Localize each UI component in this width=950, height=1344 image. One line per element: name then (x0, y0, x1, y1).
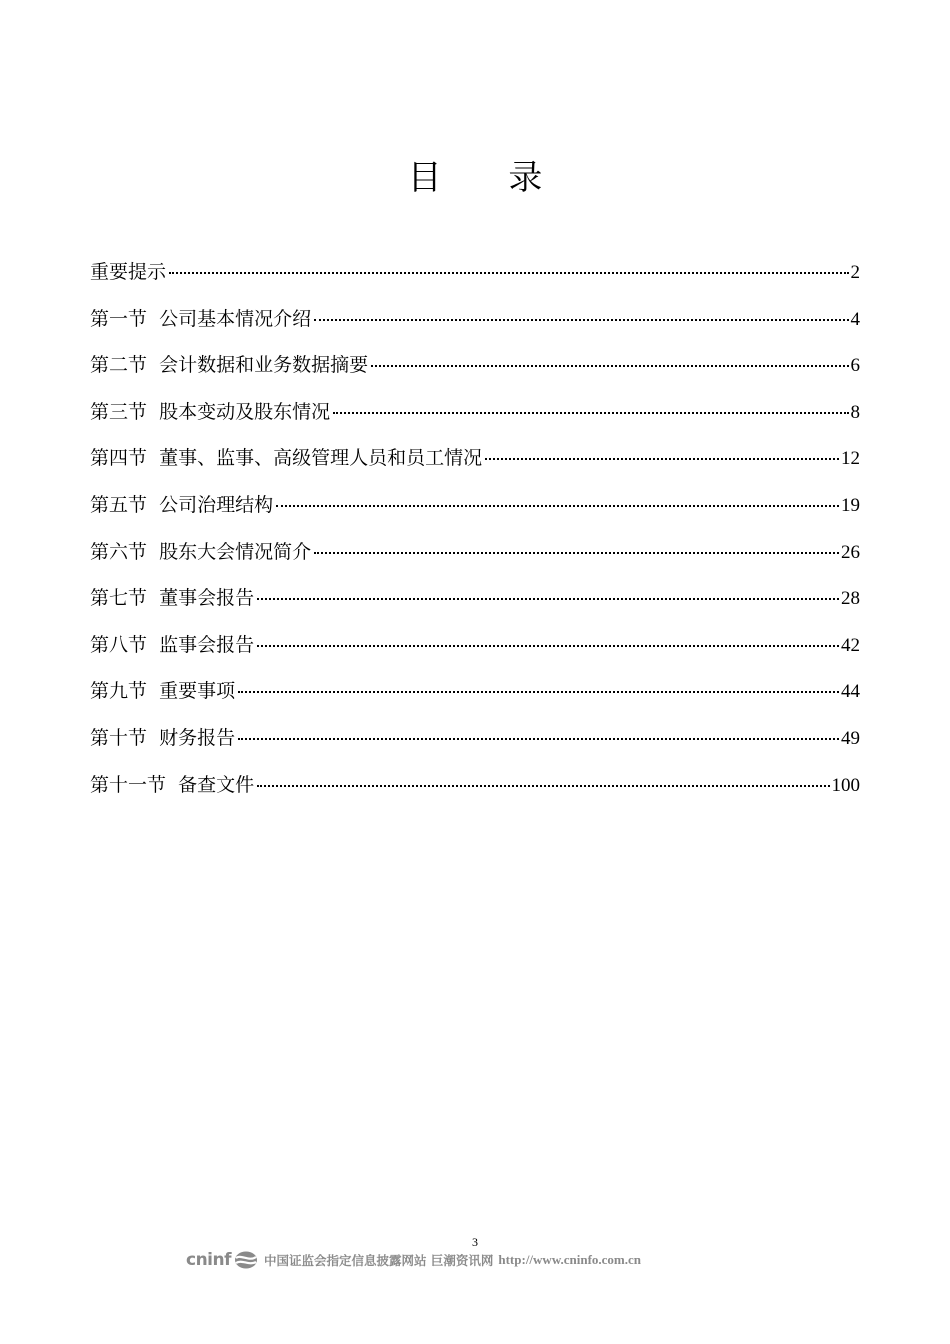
toc-leader-dots (314, 552, 839, 554)
toc-entry-label: 第十一节 备查文件 (90, 773, 255, 796)
toc-leader-dots (257, 785, 829, 787)
toc-entry-page: 49 (841, 727, 860, 749)
toc-entry[interactable] (90, 349, 860, 396)
toc-entry-page: 6 (850, 355, 860, 377)
toc-entry[interactable] (90, 582, 860, 629)
page-number: 3 (472, 1235, 478, 1249)
toc-entry-page: 2 (850, 262, 860, 283)
toc-entry-page: 28 (841, 588, 860, 610)
toc-entry[interactable] (90, 769, 860, 816)
toc-entry[interactable] (90, 303, 860, 350)
toc-entry[interactable] (90, 256, 860, 303)
toc-entry-page: 12 (841, 448, 860, 470)
footer-logo-text: cninf (186, 1250, 232, 1270)
page-title: 目 录 (407, 158, 571, 198)
toc-leader-dots (238, 691, 839, 693)
toc-leader-dots (257, 598, 839, 600)
toc-entry[interactable] (90, 396, 860, 443)
toc-entry[interactable] (90, 489, 860, 536)
footer-url[interactable]: http://www.cninfo.com.cn (498, 1252, 642, 1267)
toc-entry-label: 第四节 董事、监事、高级管理人员和员工情况 (90, 447, 483, 470)
toc-entry-label: 第五节 公司治理结构 (90, 493, 274, 516)
toc-entry-page: 44 (841, 681, 860, 703)
toc-leader-dots (257, 645, 839, 647)
toc-entry[interactable] (90, 629, 860, 676)
toc-entry-page: 8 (850, 401, 860, 423)
toc-leader-dots (333, 412, 848, 414)
toc-leader-dots (314, 319, 848, 321)
toc-entry-label: 第十节 财务报告 (90, 726, 236, 749)
toc-leader-dots (371, 365, 848, 367)
toc-leader-dots (238, 738, 839, 740)
toc-entry[interactable] (90, 536, 860, 583)
toc-entry[interactable] (90, 675, 860, 722)
toc-entry-page: 26 (841, 541, 860, 563)
toc-entry[interactable] (90, 722, 860, 769)
toc-leader-dots (169, 272, 848, 274)
toc-entry-label: 第六节 股东大会情况简介 (90, 540, 312, 563)
footer-watermark (186, 1248, 641, 1272)
toc-entry-page: 100 (831, 774, 860, 796)
cninfo-swirl-icon (233, 1250, 259, 1270)
toc-entry-label: 第一节 公司基本情况介绍 (90, 307, 312, 330)
toc-leader-dots (485, 458, 839, 460)
toc-entry-label: 第九节 重要事项 (90, 680, 236, 703)
toc-entry-page: 4 (850, 308, 860, 330)
toc-leader-dots (276, 505, 839, 507)
toc-entry-page: 19 (841, 494, 860, 516)
toc-entry-label: 重要提示 (90, 261, 167, 283)
toc-entry-label: 第七节 董事会报告 (90, 587, 255, 610)
toc-entry-label: 第二节 会计数据和业务数据摘要 (90, 354, 369, 377)
toc-entry-label: 第三节 股本变动及股东情况 (90, 400, 331, 423)
toc-entry[interactable] (90, 442, 860, 489)
footer-site-name: 中国证监会指定信息披露网站 巨潮资讯网 (264, 1253, 494, 1268)
toc-entry-label: 第八节 监事会报告 (90, 633, 255, 656)
toc-entry-page: 42 (841, 634, 860, 656)
table-of-contents (90, 256, 860, 815)
